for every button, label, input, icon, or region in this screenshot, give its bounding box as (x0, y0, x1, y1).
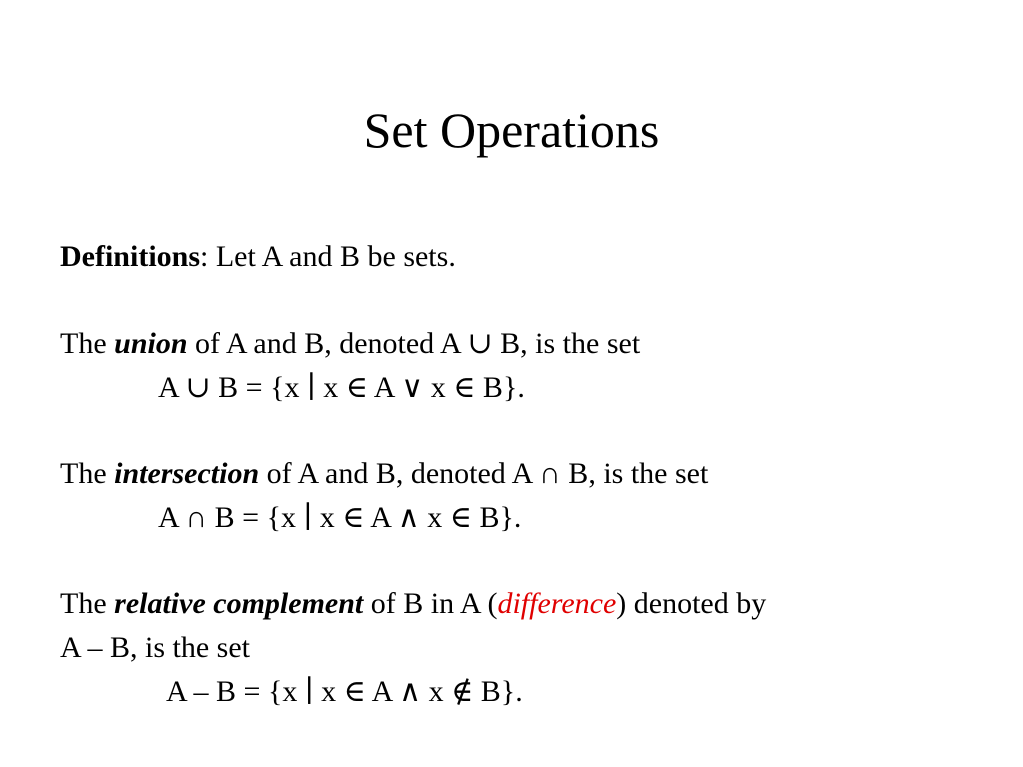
definitions-text: : Let A and B be sets. (200, 240, 456, 273)
intersection-formula: A ∩ B = {x ∣ x ∈ A ∧ x ∈ B}. (158, 501, 522, 534)
complement-post: ) denoted by (616, 587, 767, 620)
definitions-label: Definitions (60, 240, 201, 273)
union-definition (60, 325, 640, 363)
difference-term: difference (497, 587, 617, 620)
intersection-term: intersection (114, 457, 260, 490)
slide-title: Set Operations (363, 102, 660, 158)
intersection-post: of A and B, denoted A ∩ B, is the set (259, 457, 709, 490)
union-formula: A ∪ B = {x ∣ x ∈ A ∨ x ∈ B}. (158, 371, 525, 404)
union-post: of A and B, denoted A ∪ B, is the set (187, 327, 641, 360)
union-term: union (114, 327, 188, 360)
complement-line2: A – B, is the set (60, 631, 251, 664)
intersection-definition (60, 455, 708, 493)
complement-formula: A – B = {x ∣ x ∈ A ∧ x ∉ B}. (166, 675, 523, 708)
complement-mid: of B in A ( (363, 587, 498, 620)
union-pre: The (60, 327, 115, 360)
intersection-pre: The (60, 457, 115, 490)
complement-pre: The (60, 587, 115, 620)
definitions-line (60, 238, 456, 276)
complement-term: relative complement (114, 587, 364, 620)
complement-definition (60, 585, 766, 623)
